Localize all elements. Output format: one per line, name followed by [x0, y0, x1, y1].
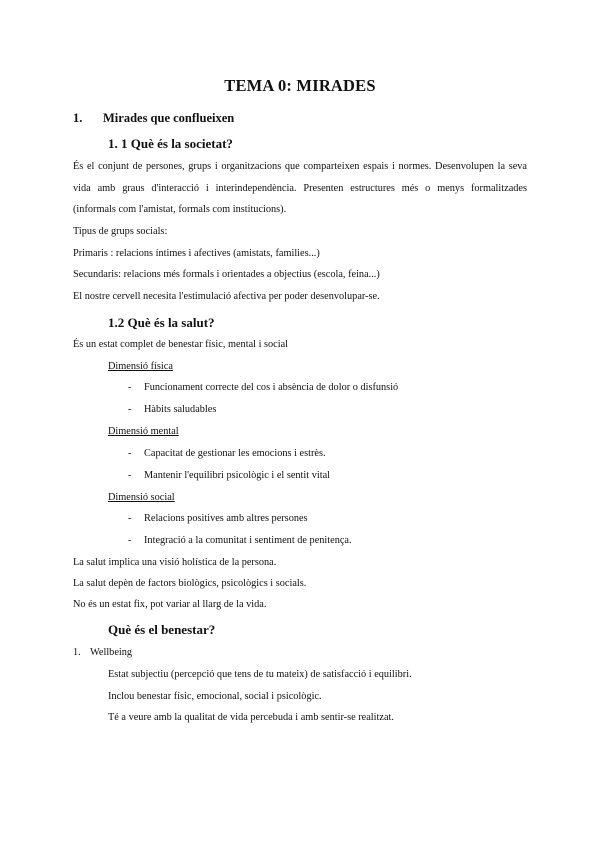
groups-secundaris: Secundaris: relacions més formals i orientades a objectius (escola, feina...)	[73, 269, 380, 280]
benestar-line: Inclou benestar físic, emocional, social i psicològic.	[108, 691, 322, 702]
subsection-heading-salut: 1.2 Què és la salut?	[108, 315, 215, 330]
dash-bullet: -	[128, 535, 132, 546]
closing-line: No és un estat fix, pot variar al llarg de la vida.	[73, 599, 267, 610]
dimension-heading: Dimensió social	[108, 492, 175, 503]
salut-intro: És un estat complet de benestar físic, mental i social	[73, 339, 289, 350]
closing-line: La salut implica una visió holística de la persona.	[73, 557, 277, 568]
page-title: TEMA 0: MIRADES	[224, 76, 376, 95]
paragraph-line: És el conjunt de persones, grups i organitzacions que comparteixen espais i normes. Desenvolupen la seva	[73, 161, 527, 172]
list-item: Mantenir l'equilibri psicològic i el sentit vital	[144, 470, 331, 481]
dimension-heading: Dimensió física	[108, 361, 173, 372]
dash-bullet: -	[128, 404, 132, 415]
dash-bullet: -	[128, 448, 132, 459]
benestar-line: Estat subjectiu (percepció que tens de tu mateix) de satisfacció i equilibri.	[108, 669, 412, 680]
cervell-text: El nostre cervell necesita l'estimulació afectiva per poder desenvolupar-se.	[73, 291, 380, 302]
dimension-heading: Dimensió mental	[108, 426, 179, 437]
dash-bullet: -	[128, 470, 132, 481]
benestar-line: Té a veure amb la qualitat de vida percebuda i amb sentir-se realitzat.	[108, 712, 394, 723]
dash-bullet: -	[128, 513, 132, 524]
list-item: Capacitat de gestionar les emocions i estrès.	[144, 448, 326, 459]
dash-bullet: -	[128, 382, 132, 393]
groups-label: Tipus de grups socials:	[73, 226, 168, 237]
section-number: 1.	[73, 111, 83, 125]
closing-line: La salut depèn de factors biològics, psicològics i socials.	[73, 578, 307, 589]
list-item: Hàbits saludables	[144, 404, 217, 415]
groups-primaris: Primaris : relacions íntimes i afectives (amistats, families...)	[73, 248, 320, 259]
paragraph-line: (informals com l'amistat, formals com institucions).	[73, 204, 287, 215]
paragraph-line: vida amb graus d'interacció i interindependència. Presenten estructures més o menys formalitzades	[73, 183, 527, 194]
list-item: Integració a la comunitat i sentiment de penitença.	[144, 535, 352, 546]
list-item: Relacions positives amb altres persones	[144, 513, 308, 524]
section-heading: Mirades que conflueixen	[103, 111, 235, 125]
subsection-heading-benestar: Què és el benestar?	[108, 622, 216, 637]
numbered-item-label: Wellbeing	[90, 647, 133, 658]
numbered-item-number: 1.	[73, 647, 81, 658]
list-item: Funcionament correcte del cos i absència de dolor o disfunsió	[144, 382, 399, 393]
subsection-heading-societat: 1. 1 Què és la societat?	[108, 136, 233, 151]
